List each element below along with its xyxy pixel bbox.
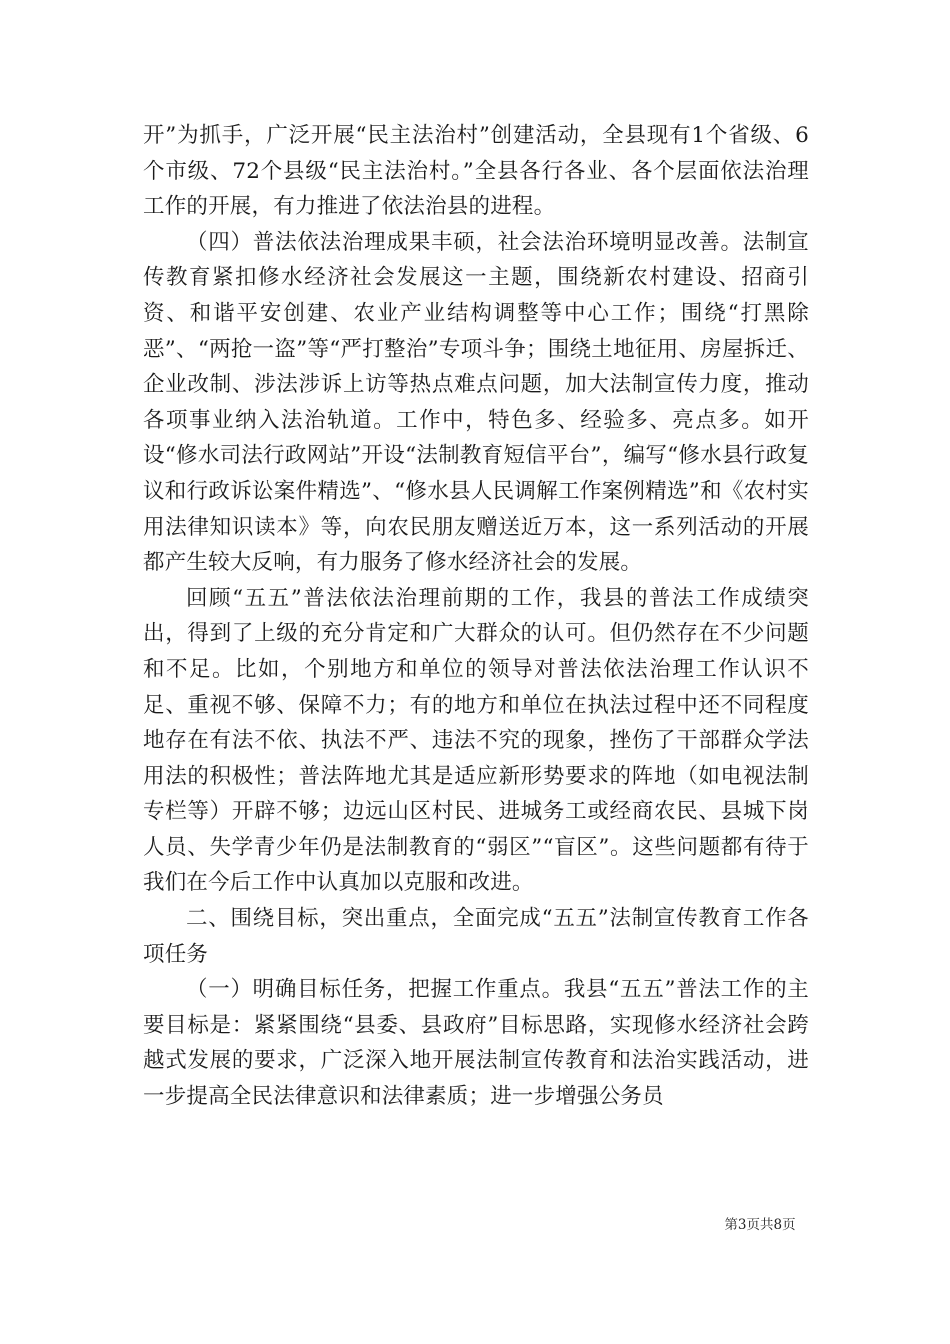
document-body: [143, 118, 809, 1115]
paragraph-continued: 开”为抓手，广泛开展“民主法治村”创建活动，全县现有1个省级、6个市级、72个县级“民主法治村。”全县各行各业、各个层面依法治理工作的开展，有力推进了依法治县的进程。: [143, 123, 809, 220]
paragraph-review: 回顾“五五”普法依法治理前期的工作，我县的普法工作成绩突出，得到了上级的充分肯定和广大群众的认可。但仍然存在不少问题和不足。比如，个别地方和单位的领导对普法依法治理工作认识不足、重视不够、保障不力；有的地方和单位在执法过程中还不同程度地存在有法不依、执法不严、违法不究的现象，挫伤了干部群众学法用法的积极性；普法阵地尤其是适应新形势要求的阵地（如电视法制专栏等）开辟不够；边远山区村民、进城务工或经商农民、县城下岗人员、失学青少年仍是法制教育的“弱区”“盲区”。这些问题都有待于我们在今后工作中认真加以克服和改进。: [143, 585, 809, 896]
heading-section-two: 二、围绕目标，突出重点，全面完成“五五”法制宣传教育工作各项任务: [143, 906, 809, 967]
page-number: 第3页共8页: [724, 1217, 796, 1233]
paragraph-section-four: （四）普法依法治理成果丰硕，社会法治环境明显改善。法制宣传教育紧扣修水经济社会发展这一主题，围绕新农村建设、招商引资、和谐平安创建、农业产业结构调整等中心工作；围绕“打黑除恶”、“两抢一盗”等“严打整治”专项斗争；围绕土地征用、房屋拆迁、企业改制、涉法涉诉上访等热点难点问题，加大法制宣传力度，推动各项事业纳入法治轨道。工作中，特色多、经验多、亮点多。如开设“修水司法行政网站”开设“法制教育短信平台”，编写“修水县行政复议和行政诉讼案件精选”、“修水县人民调解工作案例精选”和《农村实用法律知识读本》等，向农民朋友赠送近万本，这一系列活动的开展都产生较大反响，有力服务了修水经济社会的发展。: [143, 229, 809, 576]
paragraph-subsection-one: （一）明确目标任务，把握工作重点。我县“五五”普法工作的主要目标是：紧紧围绕“县委、县政府”目标思路，实现修水经济社会跨越式发展的要求，广泛深入地开展法制宣传教育和法治实践活动，进一步提高全民法律意识和法律素质；进一步增强公务员: [143, 977, 809, 1110]
